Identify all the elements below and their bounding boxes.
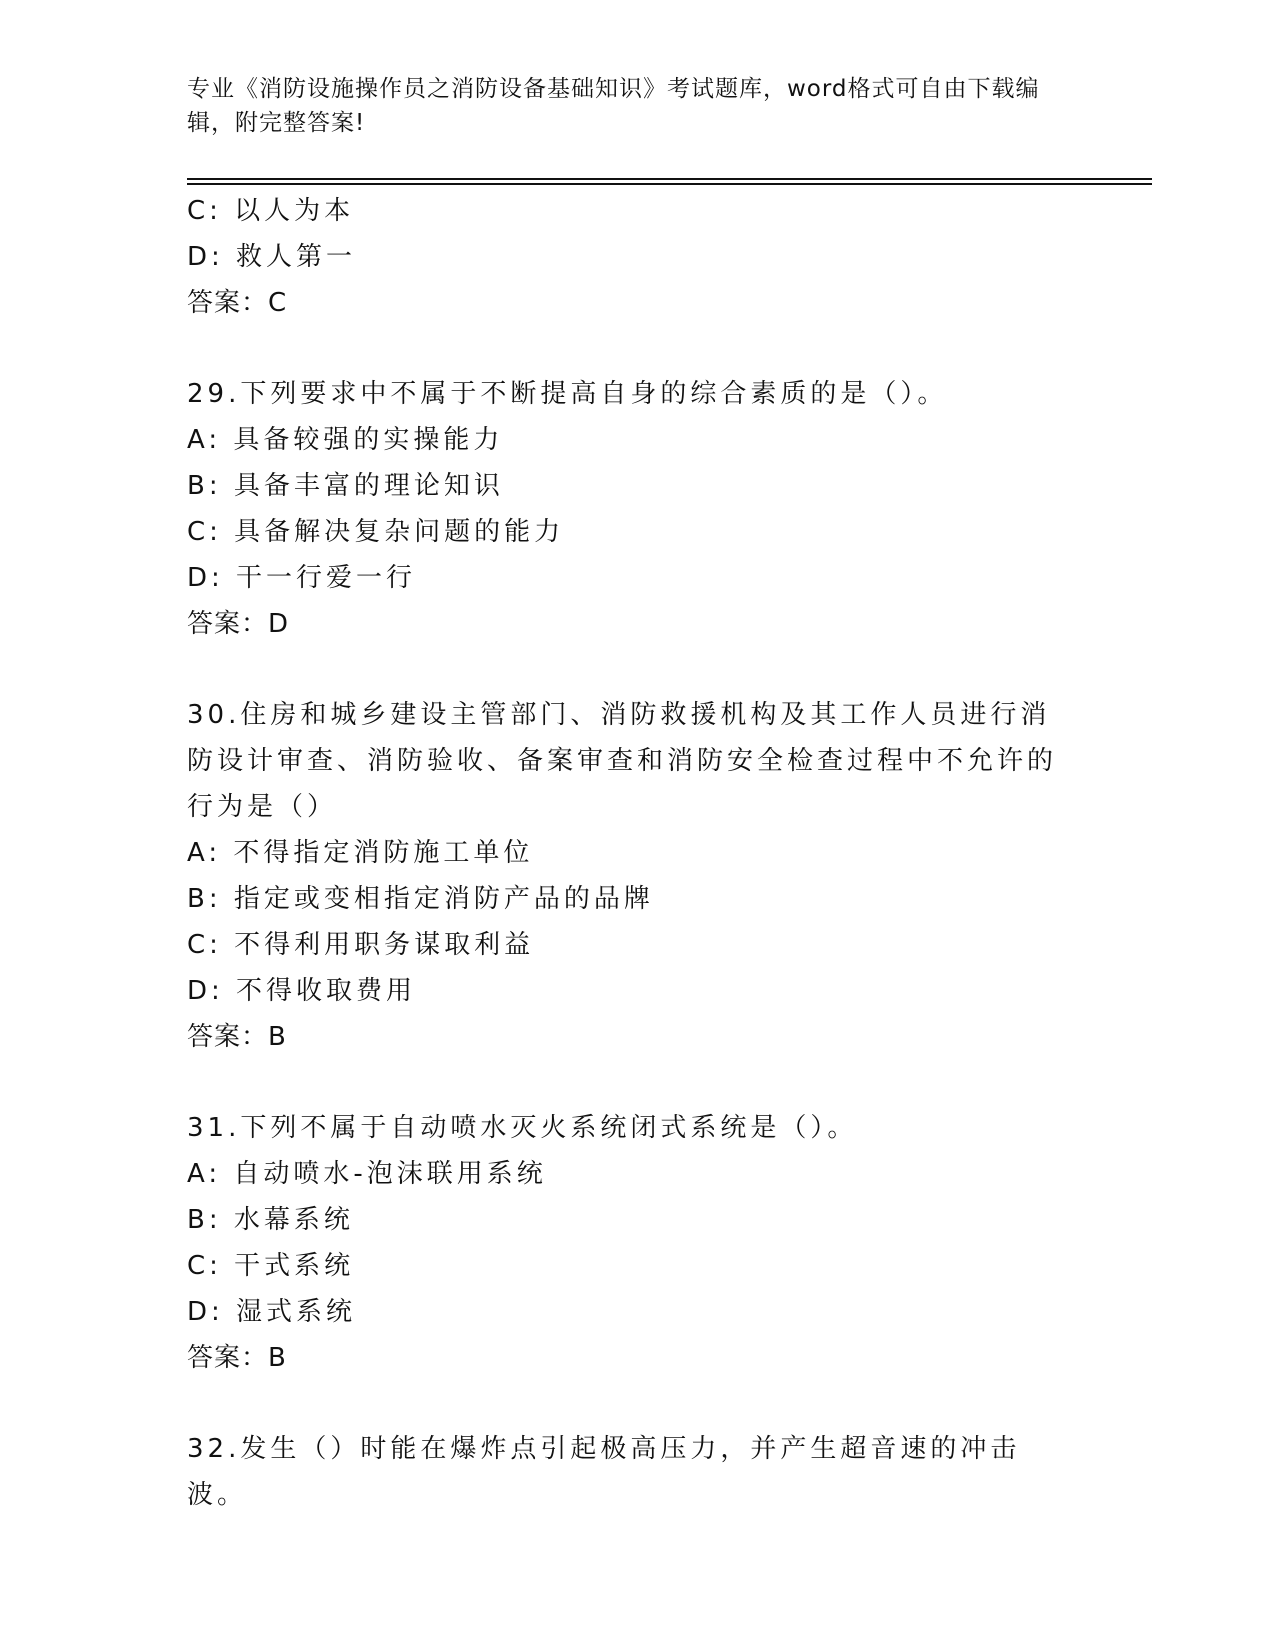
header-rule-top — [187, 178, 1152, 180]
option-d: D: 不得收取费用 — [187, 976, 417, 1006]
question-31 — [187, 1105, 1087, 1381]
question-stem: 32.发生（）时能在爆炸点引起极高压力，并产生超音速的冲击波。 — [187, 1434, 1021, 1510]
answer-line: 答案：B — [187, 1022, 287, 1052]
question-stem: 29.下列要求中不属于不断提高自身的综合素质的是（）。 — [187, 379, 948, 409]
question-stem: 31.下列不属于自动喷水灭火系统闭式系统是（）。 — [187, 1113, 858, 1143]
option-a: A: 自动喷水-泡沫联用系统 — [187, 1159, 547, 1189]
question-29 — [187, 371, 1087, 647]
question-32 — [187, 1426, 1087, 1518]
option-b: B: 水幕系统 — [187, 1205, 354, 1235]
option-c: C: 不得利用职务谋取利益 — [187, 930, 535, 960]
option-c: C: 干式系统 — [187, 1251, 355, 1281]
answer-line: 答案：C — [187, 288, 288, 318]
question-list — [187, 188, 1087, 1518]
option-c: C: 以人为本 — [187, 196, 355, 226]
answer-line: 答案：B — [187, 1343, 287, 1373]
question-stem: 30.住房和城乡建设主管部门、消防救援机构及其工作人员进行消防设计审查、消防验收、备案审查和消防安全检查过程中不允许的行为是（） — [187, 700, 1058, 822]
option-c: C: 具备解决复杂问题的能力 — [187, 517, 565, 547]
option-d: D: 湿式系统 — [187, 1297, 357, 1327]
option-b: B: 指定或变相指定消防产品的品牌 — [187, 884, 654, 914]
header-rule-bottom — [187, 183, 1152, 185]
option-b: B: 具备丰富的理论知识 — [187, 471, 504, 501]
option-d: D: 干一行爱一行 — [187, 563, 417, 593]
question-30 — [187, 692, 1087, 1060]
page-header: 专业《消防设施操作员之消防设备基础知识》考试题库，word格式可自由下载编辑，附完整答案! — [187, 76, 1040, 136]
answer-line: 答案：D — [187, 609, 290, 639]
option-a: A: 不得指定消防施工单位 — [187, 838, 534, 868]
question-28-tail — [187, 188, 1087, 326]
option-a: A: 具备较强的实操能力 — [187, 425, 504, 455]
option-d: D: 救人第一 — [187, 242, 357, 272]
